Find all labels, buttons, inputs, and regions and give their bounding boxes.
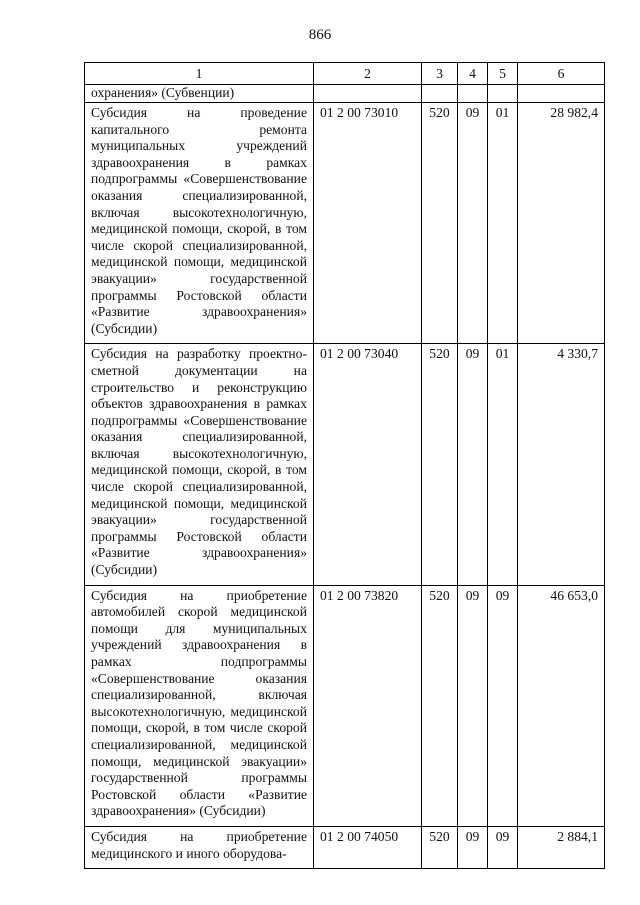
row-expense-type: 520	[422, 585, 458, 826]
empty-cell	[518, 85, 605, 103]
row-section: 09	[458, 344, 488, 585]
empty-cell	[314, 85, 422, 103]
header-col-2: 2	[314, 63, 422, 85]
header-col-6: 6	[518, 63, 605, 85]
continuation-text: охранения» (Субвенции)	[85, 85, 314, 103]
row-amount: 2 884,1	[518, 826, 605, 868]
table-row	[85, 344, 605, 585]
header-row	[85, 63, 605, 85]
row-subsection: 01	[488, 103, 518, 344]
empty-cell	[488, 85, 518, 103]
row-section: 09	[458, 826, 488, 868]
row-subsection: 01	[488, 344, 518, 585]
row-description: Субсидия на приобретение автомобилей скорой медицинской помощи для муниципальных учреждений здравоохранения в рамках подпрограммы «Совершенствование оказания специализированной, включая высокотехнологичную, медицинской помощи, скорой, в том числе скорой специализированной, медицинской помощи, медицинской эвакуации» государственной программы Ростовской области «Развитие здравоохранения» (Субсидии)	[85, 585, 314, 826]
row-amount: 46 653,0	[518, 585, 605, 826]
page-number: 866	[308, 27, 332, 43]
row-target-code: 01 2 00 73820	[314, 585, 422, 826]
row-expense-type: 520	[422, 103, 458, 344]
table-header	[85, 63, 605, 85]
header-col-3: 3	[422, 63, 458, 85]
row-amount: 28 982,4	[518, 103, 605, 344]
row-target-code: 01 2 00 74050	[314, 826, 422, 868]
continuation-row	[85, 85, 605, 103]
row-subsection: 09	[488, 585, 518, 826]
table-row	[85, 826, 605, 868]
row-target-code: 01 2 00 73010	[314, 103, 422, 344]
row-amount: 4 330,7	[518, 344, 605, 585]
table-row	[85, 585, 605, 826]
header-col-1: 1	[85, 63, 314, 85]
row-expense-type: 520	[422, 344, 458, 585]
row-section: 09	[458, 103, 488, 344]
row-description: Субсидия на проведение капитального ремонта муниципальных учреждений здравоохранения в рамках подпрограммы «Совершенствование оказания специализированной, включая высокотехнологичную, медицинской помощи, скорой, в том числе скорой специализированной, медицинской помощи, медицинской эвакуации» государственной программы Ростовской области «Развитие здравоохранения» (Субсидии)	[85, 103, 314, 344]
header-col-5: 5	[488, 63, 518, 85]
row-section: 09	[458, 585, 488, 826]
row-description: Субсидия на приобретение медицинского и иного оборудова-	[85, 826, 314, 868]
row-description: Субсидия на разработку проектно-сметной документации на строительство и реконструкцию объектов здравоохранения в рамках подпрограммы «Совершенствование оказания специализированной, включая высокотехнологичную, медицинской помощи, скорой, в том числе скорой специализированной, медицинской помощи, медицинской эвакуации» государственной программы Ростовской области «Развитие здравоохранения» (Субсидии)	[85, 344, 314, 585]
empty-cell	[422, 85, 458, 103]
row-subsection: 09	[488, 826, 518, 868]
budget-table	[84, 62, 605, 869]
header-col-4: 4	[458, 63, 488, 85]
table-row	[85, 103, 605, 344]
row-target-code: 01 2 00 73040	[314, 344, 422, 585]
empty-cell	[458, 85, 488, 103]
row-expense-type: 520	[422, 826, 458, 868]
